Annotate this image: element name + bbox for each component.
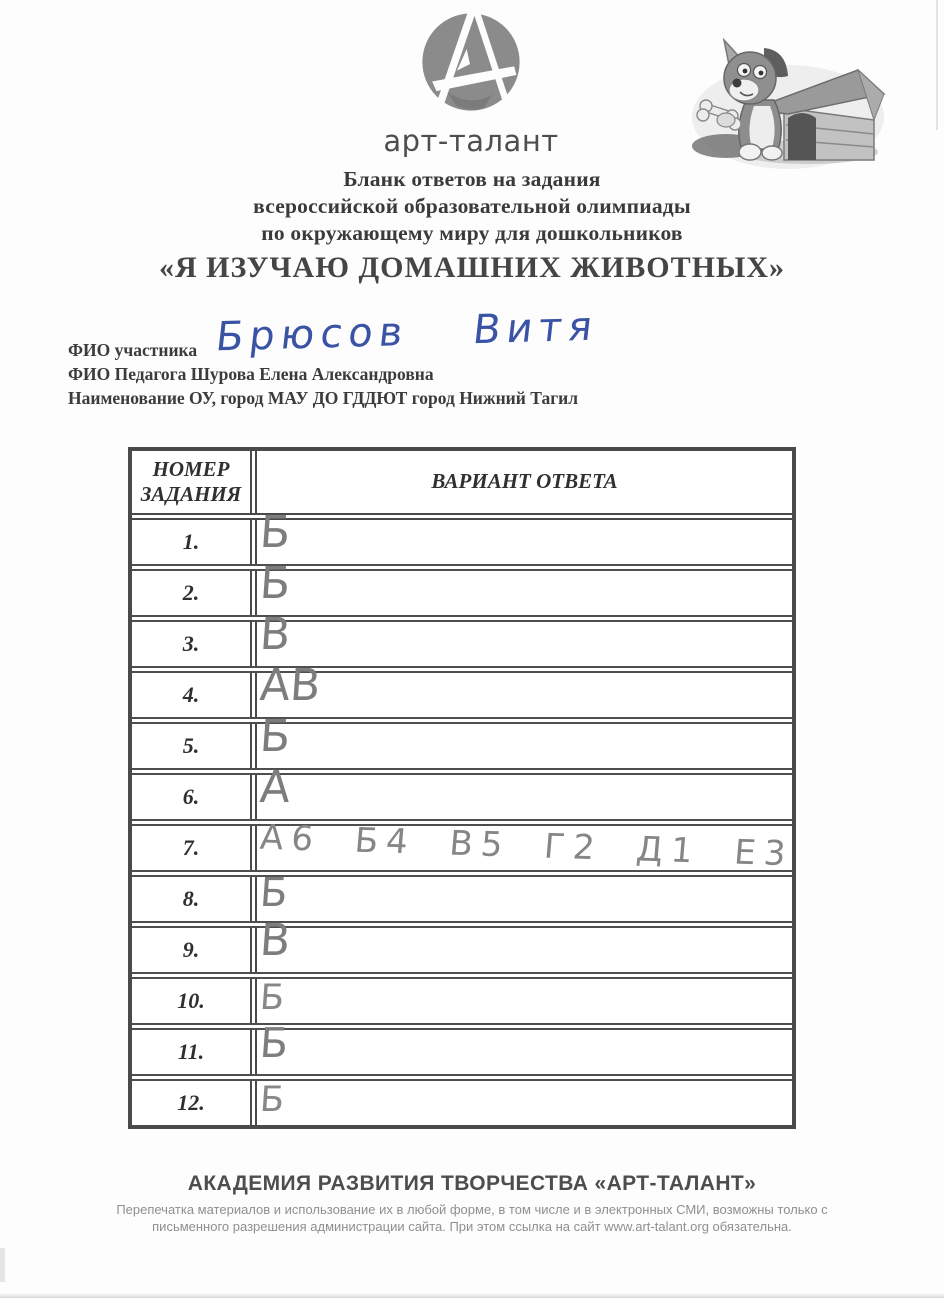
handwritten-answer: Б xyxy=(258,711,293,762)
task-number: 2. xyxy=(132,571,257,615)
column-header-answer: ВАРИАНТ ОТВЕТА xyxy=(431,469,618,494)
task-number: 11. xyxy=(132,1030,257,1074)
participant-label: ФИО участника xyxy=(68,340,198,360)
form-title-block xyxy=(0,166,944,286)
column-header-task-number: НОМЕР ЗАДАНИЯ xyxy=(132,451,257,513)
participant-name-line xyxy=(68,303,868,362)
table-row xyxy=(132,915,792,979)
table-row xyxy=(132,1081,792,1125)
task-number: 6. xyxy=(132,775,257,819)
handwritten-answer: В xyxy=(258,609,293,660)
participant-name-handwritten: Брюсов Витя xyxy=(213,303,601,361)
page-footer xyxy=(0,1172,944,1235)
scan-bottom-edge xyxy=(0,1293,944,1298)
table-row xyxy=(132,817,796,877)
academy-title: АКАДЕМИЯ РАЗВИТИЯ ТВОРЧЕСТВА «АРТ-ТАЛАНТ» xyxy=(187,1172,757,1195)
title-line-3: по окружающему миру для дошкольников xyxy=(261,221,683,245)
task-number: 12. xyxy=(132,1081,257,1125)
brand-block xyxy=(376,8,566,158)
handwritten-answer: Б xyxy=(258,870,290,916)
art-talant-logo-icon xyxy=(417,8,525,116)
handwritten-answer: Б xyxy=(258,978,286,1018)
olympiad-name: «Я ИЗУЧАЮ ДОМАШНИХ ЖИВОТНЫХ» xyxy=(158,251,786,284)
table-row xyxy=(132,609,792,673)
scan-right-edge xyxy=(936,0,938,130)
handwritten-answer: А6 Б4 В5 Г2 Д1 Е3 xyxy=(258,817,796,875)
handwritten-answer: Б xyxy=(258,507,293,558)
puppy-doghouse-illustration xyxy=(688,22,886,172)
title-line-2: всероссийской образовательной олимпиады xyxy=(253,194,691,218)
title-line-1: Бланк ответов на задания xyxy=(343,167,601,191)
answers-table xyxy=(128,447,796,1129)
table-row xyxy=(132,1019,792,1081)
task-number: 1. xyxy=(132,520,257,564)
copyright-note xyxy=(0,1201,944,1235)
table-row xyxy=(132,660,792,724)
copyright-note-line-1: Перепечатка материалов и использование их в любой форме, в том числе и в электронных СМИ, возможны только с xyxy=(116,1202,828,1217)
scan-smudge xyxy=(0,1248,5,1282)
task-number: 5. xyxy=(132,724,257,768)
handwritten-answer: В xyxy=(258,915,293,966)
table-row xyxy=(132,711,792,775)
task-number: 8. xyxy=(132,877,257,921)
task-number: 10. xyxy=(132,979,257,1023)
table-header-row xyxy=(132,451,792,520)
teacher-line: ФИО Педагога Шурова Елена Александровна xyxy=(68,364,434,384)
copyright-note-line-2: письменного разрешения администрации сайта. При этом ссылка на сайт www.art-talant.org обязательна. xyxy=(152,1219,792,1234)
handwritten-answer: Б xyxy=(258,558,293,609)
table-row xyxy=(132,507,792,571)
task-number: 9. xyxy=(132,928,257,972)
handwritten-answer: А xyxy=(258,762,292,813)
table-row xyxy=(132,762,792,826)
handwritten-answer: Б xyxy=(258,1080,286,1120)
task-number: 4. xyxy=(132,673,257,717)
handwritten-answer: АВ xyxy=(258,660,323,711)
table-row xyxy=(132,870,792,928)
brand-name: арт-талант xyxy=(383,124,559,158)
task-number: 3. xyxy=(132,622,257,666)
table-row xyxy=(132,558,792,622)
institution-line: Наименование ОУ, город МАУ ДО ГДДЮТ город Нижний Тагил xyxy=(68,388,579,408)
table-row xyxy=(132,979,792,1030)
handwritten-answer: Б xyxy=(258,1019,290,1067)
task-number: 7. xyxy=(132,826,257,870)
participant-info xyxy=(68,303,868,410)
